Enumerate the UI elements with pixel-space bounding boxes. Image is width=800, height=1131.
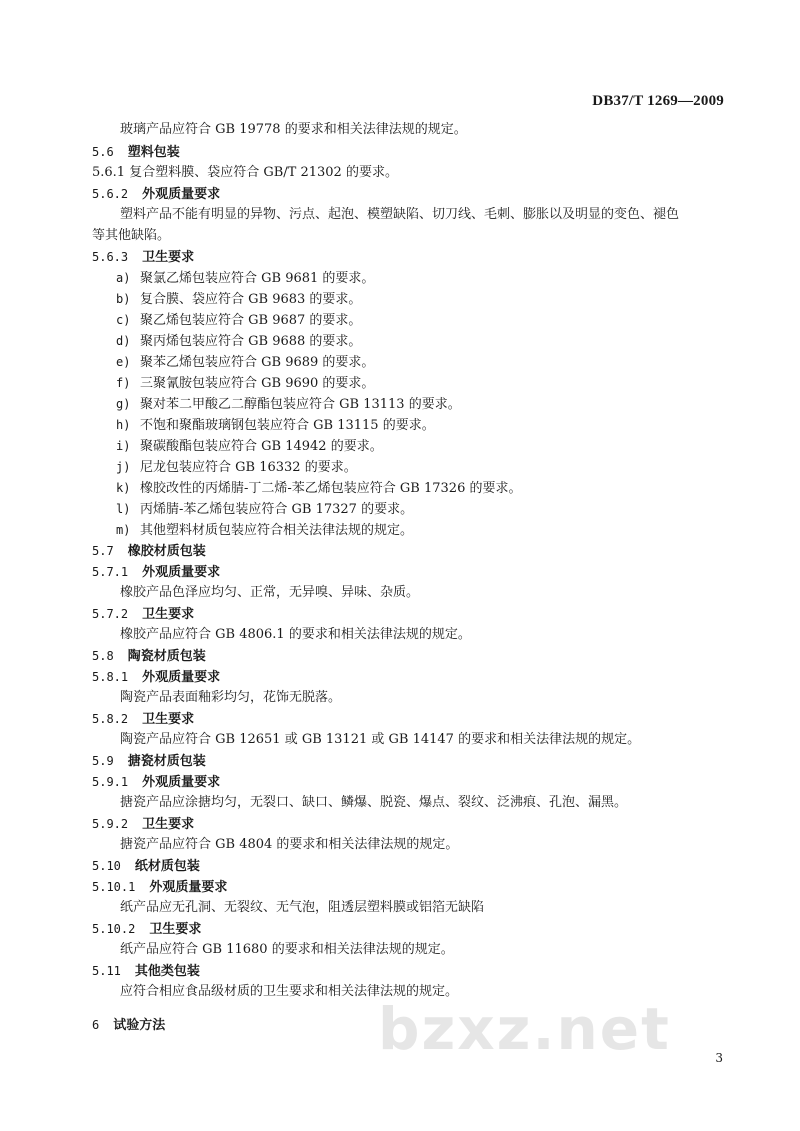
list-item-marker: a) [116,271,131,285]
section-heading [92,920,201,939]
list-item [116,395,461,414]
list-item [116,353,374,372]
list-item [116,269,374,288]
list-item-text: 其他塑料材质包装应符合相关法律法规的规定。 [140,523,414,538]
section-title: 卫生要求 [142,250,195,265]
paragraph: 搪瓷产品应符合 GB 4804 的要求和相关法律法规的规定。 [120,837,459,852]
section-heading [92,248,194,267]
list-item-text: 三聚氰胺包装应符合 GB 9690 的要求。 [140,376,375,391]
section-heading [92,1016,165,1035]
section-title: 卫生要求 [142,607,195,622]
list-item [116,416,435,435]
list-item-text: 尼龙包装应符合 GB 16332 的要求。 [140,460,357,475]
list-item-marker: e) [116,355,131,369]
section-number: 5.10.2 [92,922,136,936]
section-number: 6 [92,1018,100,1032]
section-title: 塑料包装 [127,145,180,160]
list-item-text: 橡胶改性的丙烯腈-丁二烯-苯乙烯包装应符合 GB 17326 的要求。 [140,481,522,496]
section-title: 陶瓷材质包装 [127,649,206,664]
list-item-marker: l) [116,502,131,516]
section-heading [92,878,227,897]
document-code: DB37/T 1269—2009 [592,93,724,109]
section-title: 其他类包装 [134,964,200,979]
section-heading [92,857,200,876]
section-heading [92,752,206,771]
section-title: 卫生要求 [149,922,202,937]
list-item-marker: m) [116,523,131,537]
paragraph: 玻璃产品应符合 GB 19778 的要求和相关法律法规的规定。 [120,122,467,137]
section-number: 5.6 [92,145,114,159]
list-item [116,311,361,330]
paragraph: 应符合相应食品级材质的卫生要求和相关法律法规的规定。 [120,984,459,999]
section-title: 卫生要求 [142,817,195,832]
section-title: 外观质量要求 [149,880,228,895]
section-number: 5.11 [92,964,121,978]
list-item [116,374,374,393]
paragraph: 橡胶产品应符合 GB 4806.1 的要求和相关法律法规的规定。 [120,627,471,642]
list-item-marker: f) [116,376,131,390]
list-item-text: 聚碳酸酯包装应符合 GB 14942 的要求。 [140,439,383,454]
section-number: 5.7.2 [92,607,129,621]
paragraph: 橡胶产品色泽应均匀、正常，无异嗅、异味、杂质。 [120,585,420,600]
section-title: 外观质量要求 [142,670,221,685]
section-number: 5.9 [92,754,114,768]
section-heading [92,710,194,729]
paragraph: 陶瓷产品表面釉彩均匀，花饰无脱落。 [120,690,342,705]
list-item [116,332,361,351]
section-number: 5.8.1 [92,670,129,684]
watermark: bzxz.net [378,995,671,1063]
page-number: 3 [715,1051,723,1065]
list-item-text: 复合膜、袋应符合 GB 9683 的要求。 [140,292,362,307]
section-heading [92,185,220,204]
list-item-text: 聚苯乙烯包装应符合 GB 9689 的要求。 [140,355,375,370]
list-item-text: 丙烯腈-苯乙烯包装应符合 GB 17327 的要求。 [140,502,414,517]
section-number: 5.9.2 [92,817,129,831]
paragraph: 陶瓷产品应符合 GB 12651 或 GB 13121 或 GB 14147 的要求和相关法律法规的规定。 [120,732,641,747]
section-number: 5.10.1 [92,880,136,894]
paragraph: 塑料产品不能有明显的异物、污点、起泡、模塑缺陷、切刀线、毛刺、膨胀以及明显的变色、褪色 [120,207,680,222]
section-title: 纸材质包装 [134,859,200,874]
list-item-marker: d) [116,334,131,348]
list-item-marker: g) [116,397,131,411]
section-title: 搪瓷材质包装 [127,754,206,769]
section-number: 5.7.1 [92,565,129,579]
paragraph: 等其他缺陷。 [92,228,171,243]
section-title: 外观质量要求 [142,565,221,580]
list-item [116,290,361,309]
list-item [116,479,521,498]
clause-line: 5.6.1 复合塑料膜、袋应符合 GB/T 21302 的要求。 [92,165,398,180]
section-number: 5.8 [92,649,114,663]
section-heading [92,962,200,981]
section-title: 外观质量要求 [142,187,221,202]
list-item [116,521,413,540]
section-number: 5.9.1 [92,775,129,789]
section-heading [92,815,194,834]
list-item-marker: k) [116,481,131,495]
list-item-text: 聚丙烯包装应符合 GB 9688 的要求。 [140,334,362,349]
section-number: 5.6.3 [92,250,129,264]
section-number: 5.10 [92,859,121,873]
list-item-text: 聚氯乙烯包装应符合 GB 9681 的要求。 [140,271,375,286]
paragraph: 纸产品应无孔洞、无裂纹、无气泡，阻透层塑料膜或铝箔无缺陷 [120,900,485,915]
section-heading [92,143,180,162]
list-item-text: 聚乙烯包装应符合 GB 9687 的要求。 [140,313,362,328]
section-heading [92,668,220,687]
section-number: 5.6.2 [92,187,129,201]
list-item-text: 聚对苯二甲酸乙二醇酯包装应符合 GB 13113 的要求。 [140,397,461,412]
paragraph: 纸产品应符合 GB 11680 的要求和相关法律法规的规定。 [120,942,454,957]
section-title: 外观质量要求 [142,775,221,790]
section-heading [92,542,206,561]
list-item-marker: h) [116,418,131,432]
section-title: 卫生要求 [142,712,195,727]
section-number: 5.8.2 [92,712,129,726]
list-item-marker: i) [116,439,131,453]
section-title: 试验方法 [113,1018,166,1033]
section-heading [92,647,206,666]
section-heading [92,563,220,582]
section-heading [92,773,220,792]
list-item-marker: j) [116,460,131,474]
list-item [116,458,357,477]
list-item-marker: c) [116,313,131,327]
section-title: 橡胶材质包装 [127,544,206,559]
list-item-marker: b) [116,292,131,306]
section-number: 5.7 [92,544,114,558]
list-item [116,437,383,456]
paragraph: 搪瓷产品应涂搪均匀，无裂口、缺口、鳞爆、脱瓷、爆点、裂纹、泛沸痕、孔泡、漏黑。 [120,795,628,810]
section-heading [92,605,194,624]
list-item-text: 不饱和聚酯玻璃钢包装应符合 GB 13115 的要求。 [140,418,435,433]
list-item [116,500,413,519]
